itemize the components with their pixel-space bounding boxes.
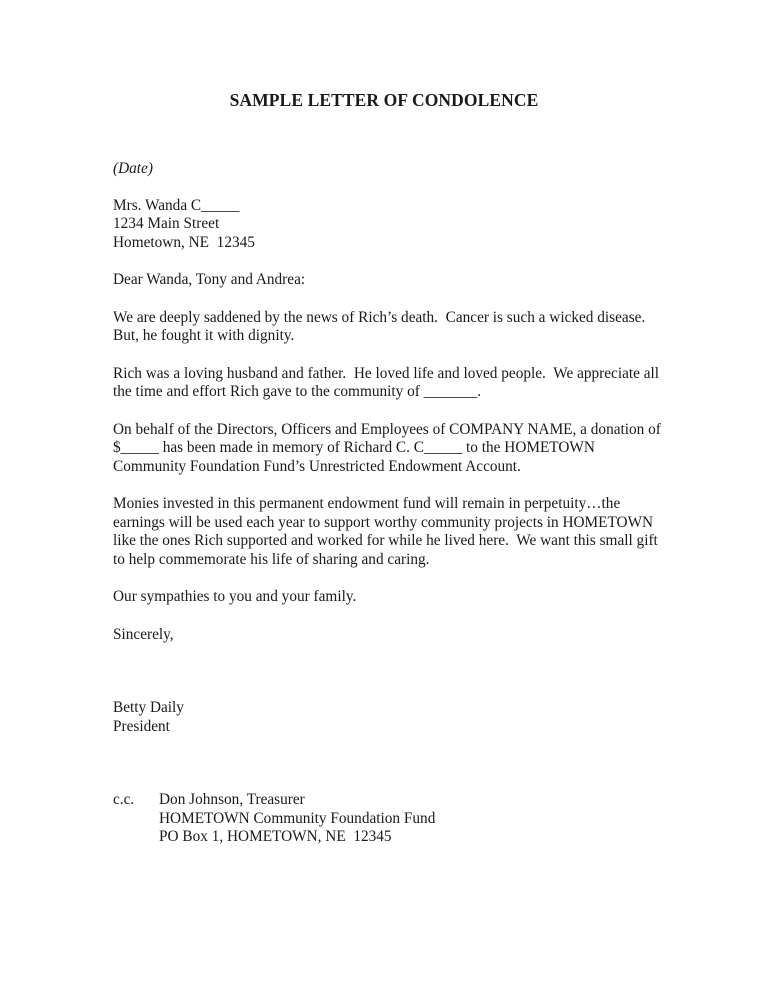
paragraph-4 — [113, 495, 673, 569]
cc-recipient — [159, 791, 673, 847]
paragraph-line: We are deeply saddened by the news of Rich’s death. Cancer is such a wicked disease. — [113, 308, 646, 326]
salutation: Dear Wanda, Tony and Andrea: — [113, 271, 306, 288]
cc-block — [113, 791, 673, 847]
paragraph-line: Monies invested in this permanent endowment fund will remain in perpetuity…the — [113, 495, 621, 512]
cc-line: HOMETOWN Community Foundation Fund — [159, 809, 436, 827]
paragraph-line: to help commemorate his life of sharing and caring. — [113, 550, 430, 568]
signature-block — [113, 699, 673, 736]
letter-body — [113, 160, 673, 847]
paragraph-line: Community Foundation Fund’s Unrestricted Endowment Account. — [113, 457, 521, 475]
signer-name: Betty Daily — [113, 699, 184, 716]
paragraph-1 — [113, 309, 673, 346]
paragraph-2 — [113, 365, 673, 402]
date-placeholder: (Date) — [113, 160, 153, 177]
recipient-address — [113, 197, 673, 253]
signer-title: President — [113, 717, 170, 735]
paragraph-3 — [113, 421, 673, 477]
recipient-street: 1234 Main Street — [113, 215, 220, 232]
recipient-city: Hometown, NE 12345 — [113, 233, 255, 251]
paragraph-line: earnings will be used each year to support worthy community projects in HOMETOWN — [113, 513, 654, 531]
closing: Sincerely, — [113, 625, 174, 643]
recipient-name: Mrs. Wanda C_____ — [113, 196, 240, 214]
paragraph-line: $_____ has been made in memory of Richard C. C_____ to the HOMETOWN — [113, 439, 595, 456]
cc-line: PO Box 1, HOMETOWN, NE 12345 — [159, 828, 392, 845]
paragraph-line: the time and effort Rich gave to the community of _______. — [113, 383, 482, 400]
cc-label: c.c. — [113, 791, 135, 808]
paragraph-5 — [113, 588, 673, 607]
paragraph-line: Rich was a loving husband and father. He loved life and loved people. We appreciate all — [113, 364, 660, 382]
cc-line: Don Johnson, Treasurer — [159, 791, 305, 808]
paragraph-line: Our sympathies to you and your family. — [113, 588, 357, 605]
letter-title: SAMPLE LETTER OF CONDOLENCE — [229, 90, 539, 110]
paragraph-line: But, he fought it with dignity. — [113, 327, 295, 344]
paragraph-line: On behalf of the Directors, Officers and Employees of COMPANY NAME, a donation of — [113, 420, 661, 438]
paragraph-line: like the ones Rich supported and worked for while he lived here. We want this small gift — [113, 532, 658, 549]
